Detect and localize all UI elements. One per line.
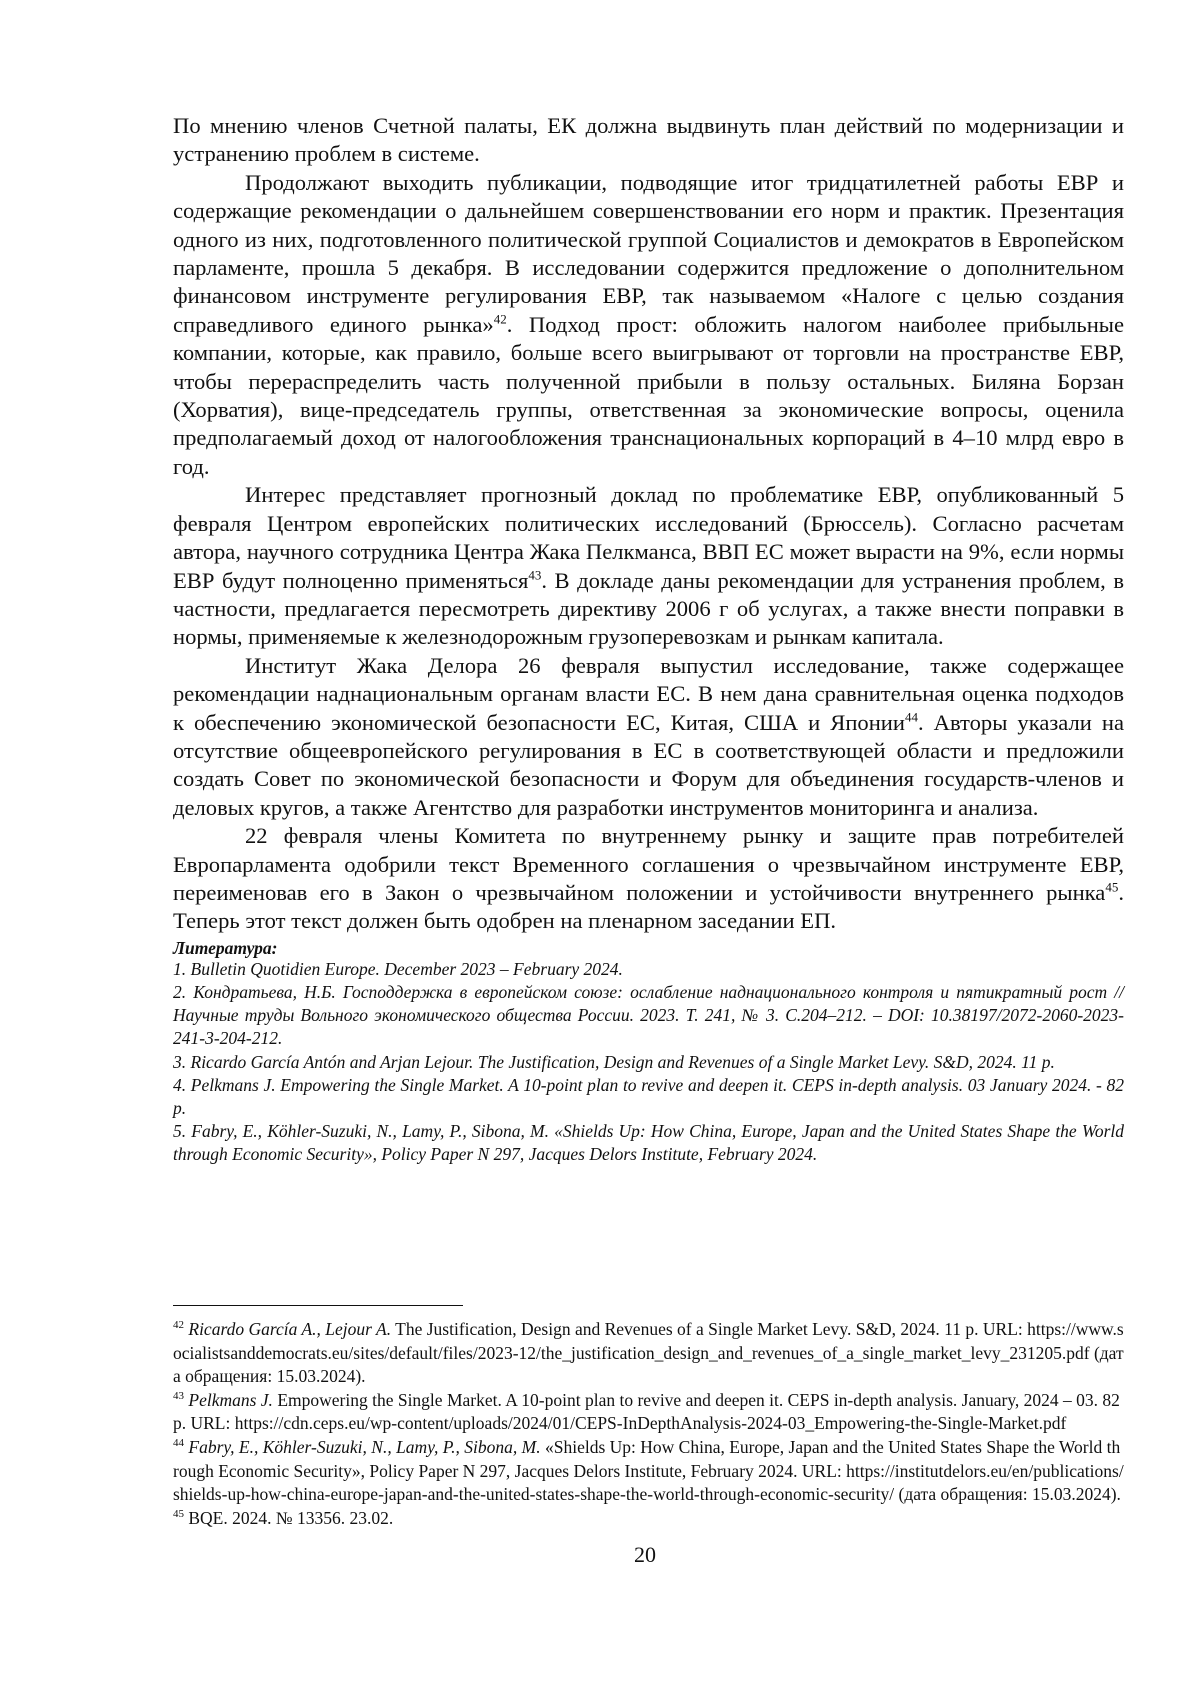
paragraph-4: Институт Жака Делора 26 февраля выпустил исследование, также содержащее рекомендации наднациональным органам власти ЕС. В нем дана сравнительная оценка подходов к обеспечению экономической безопасности ЕС, Китая, США и Японии$^{44}$. Авторы указали на отсутствие общеевропейского регулирования в ЕС в соответствующей области и предложили создать Совет по экономической безопасности и Форум для объединения государств-членов и деловых кругов, а также Агентство для разработки инструментов мониторинга и анализа. xyxy=(173,652,1124,820)
footnote-45: $^{45}$ BQE. 2024. № 13356. 23.02. xyxy=(173,1507,394,1528)
literature-item: 5. Fabry, E., Köhler-Suzuki, N., Lamy, P., Sibona, M. «Shields Up: How China, Europe, Japan and the United States Shape the World through Economic Security», Policy Paper N 297, Jacques Delors Institute, February 2024. xyxy=(173,1121,1124,1165)
paragraph-1: По мнению членов Счетной палаты, ЕК должна выдвинуть план действий по модернизации и устранению проблем в системе. xyxy=(173,113,1124,167)
literature-item: 2. Кондратьева, Н.Б. Господдержка в европейском союзе: ослабление наднационального контроля и пятикратный рост // Научные труды Вольного экономического общества России. 2023. Т. 241, № 3. С.204–212. – DOI: 10.38197/2072-2060-2023-241-3-204-212. xyxy=(173,981,1124,1049)
footnote-ref-45[interactable]: 45 xyxy=(1105,879,1119,895)
paragraph-5: 22 февраля члены Комитета по внутреннему рынку и защите прав потребителей Европарламента одобрили текст Временного соглашения о чрезвычайном инструменте ЕВР, переименовав его в Закон о чрезвычайном положении и устойчивости внутреннего рынка$^{45}$. Теперь этот текст должен быть одобрен на пленарном заседании ЕП. xyxy=(173,823,1124,934)
footnote-divider xyxy=(173,1305,463,1306)
footnote-ref-42[interactable]: 42 xyxy=(493,311,507,327)
footnotes xyxy=(173,1305,1124,1530)
footnote-ref-44[interactable]: 44 xyxy=(905,709,918,724)
paragraph-3: Интерес представляет прогнозный доклад по проблематике ЕВР, опубликованный 5 февраля Центром европейских политических исследований (Брюссель). Согласно расчетам автора, научного сотрудника Центра Жака Пелкманса, ВВП ЕС может вырасти на 9%, если нормы ЕВР будут полноценно применяться$^{43}$. В докладе даны рекомендации для устранения проблем, в частности, предлагается пересмотреть директиву 2006 г об услугах, а также внести поправки в нормы, применяемые к железнодорожным грузоперевозкам и рынкам капитала. xyxy=(173,482,1124,650)
main-text xyxy=(173,112,1124,936)
footnote-ref-43[interactable]: 43 xyxy=(528,566,542,582)
footnote-43: $^{43}$ Pelkmans J. Empowering the Single Market. A 10-point plan to revive and deepen it. CEPS in-depth analysis. January, 2024 – 03. 82 p. URL: https://cdn.ceps.eu/wp-content/uploads/2024/01/CEPS-InDepthAnalysis-2024-03_Empowering-the-Single-Market.pdf xyxy=(173,1389,1120,1434)
paragraph-2: Продолжают выходить публикации, подводящие итог тридцатилетней работы ЕВР и содержащие рекомендации о дальнейшем совершенствовании его норм и практик. Презентация одного из них, подготовленного политической группой Социалистов и демократов в Европейском парламенте, прошла 5 декабря. В исследовании содержится предложение о дополнительном финансовом инструменте регулирования ЕВР, так называемом «Налоге с целью создания справедливого единого рынка»$^{42}$. Подход прост: обложить налогом наиболее прибыльные компании, которые, как правило, больше всего выигрывают от торговли на пространстве ЕВР, чтобы перераспределить часть полученной прибыли в пользу остальных. Биляна Борзан (Хорватия), вице-председатель группы, ответственная за экономические вопросы, оценила предполагаемый доход от налогообложения транснациональных корпораций в 4–10 млрд евро в год. xyxy=(173,169,1124,479)
page-body xyxy=(173,112,1124,1167)
page-number: 20 xyxy=(634,1542,656,1567)
literature-heading: Литература: xyxy=(173,937,278,958)
literature-list xyxy=(173,958,1124,1167)
literature-item: 4. Pelkmans J. Empowering the Single Market. A 10-point plan to revive and deepen it. CEPS in-depth analysis. 03 January 2024. - 82 p. xyxy=(173,1074,1124,1118)
literature-item: 3. Ricardo García Antón and Arjan Lejour. The Justification, Design and Revenues of a Single Market Levy. S&D, 2024. 11 p. xyxy=(173,1051,1055,1072)
footnote-42: $^{42}$ Ricardo García A., Lejour A. The Justification, Design and Revenues of a Single Market Levy. S&D, 2024. 11 p. URL: https://www.socialistsanddemocrats.eu/sites/default/files/2023-12/the_justification_design_and_revenues_of_a_single_market_levy_231205.pdf (дата обращения: 15.03.2024). xyxy=(173,1319,1124,1387)
footnote-44: $^{44}$ Fabry, E., Köhler-Suzuki, N., Lamy, P., Sibona, M. «Shields Up: How China, Europe, Japan and the United States Shape the World through Economic Security», Policy Paper N 297, Jacques Delors Institute, February 2024. URL: https://institutdelors.eu/en/publications/shields-up-how-china-europe-japan-and-the-united-states-shape-the-world-through-economic-security/ (дата обращения: 15.03.2024). xyxy=(173,1436,1124,1505)
literature-item: 1. Bulletin Quotidien Europe. December 2023 – February 2024. xyxy=(173,958,623,979)
